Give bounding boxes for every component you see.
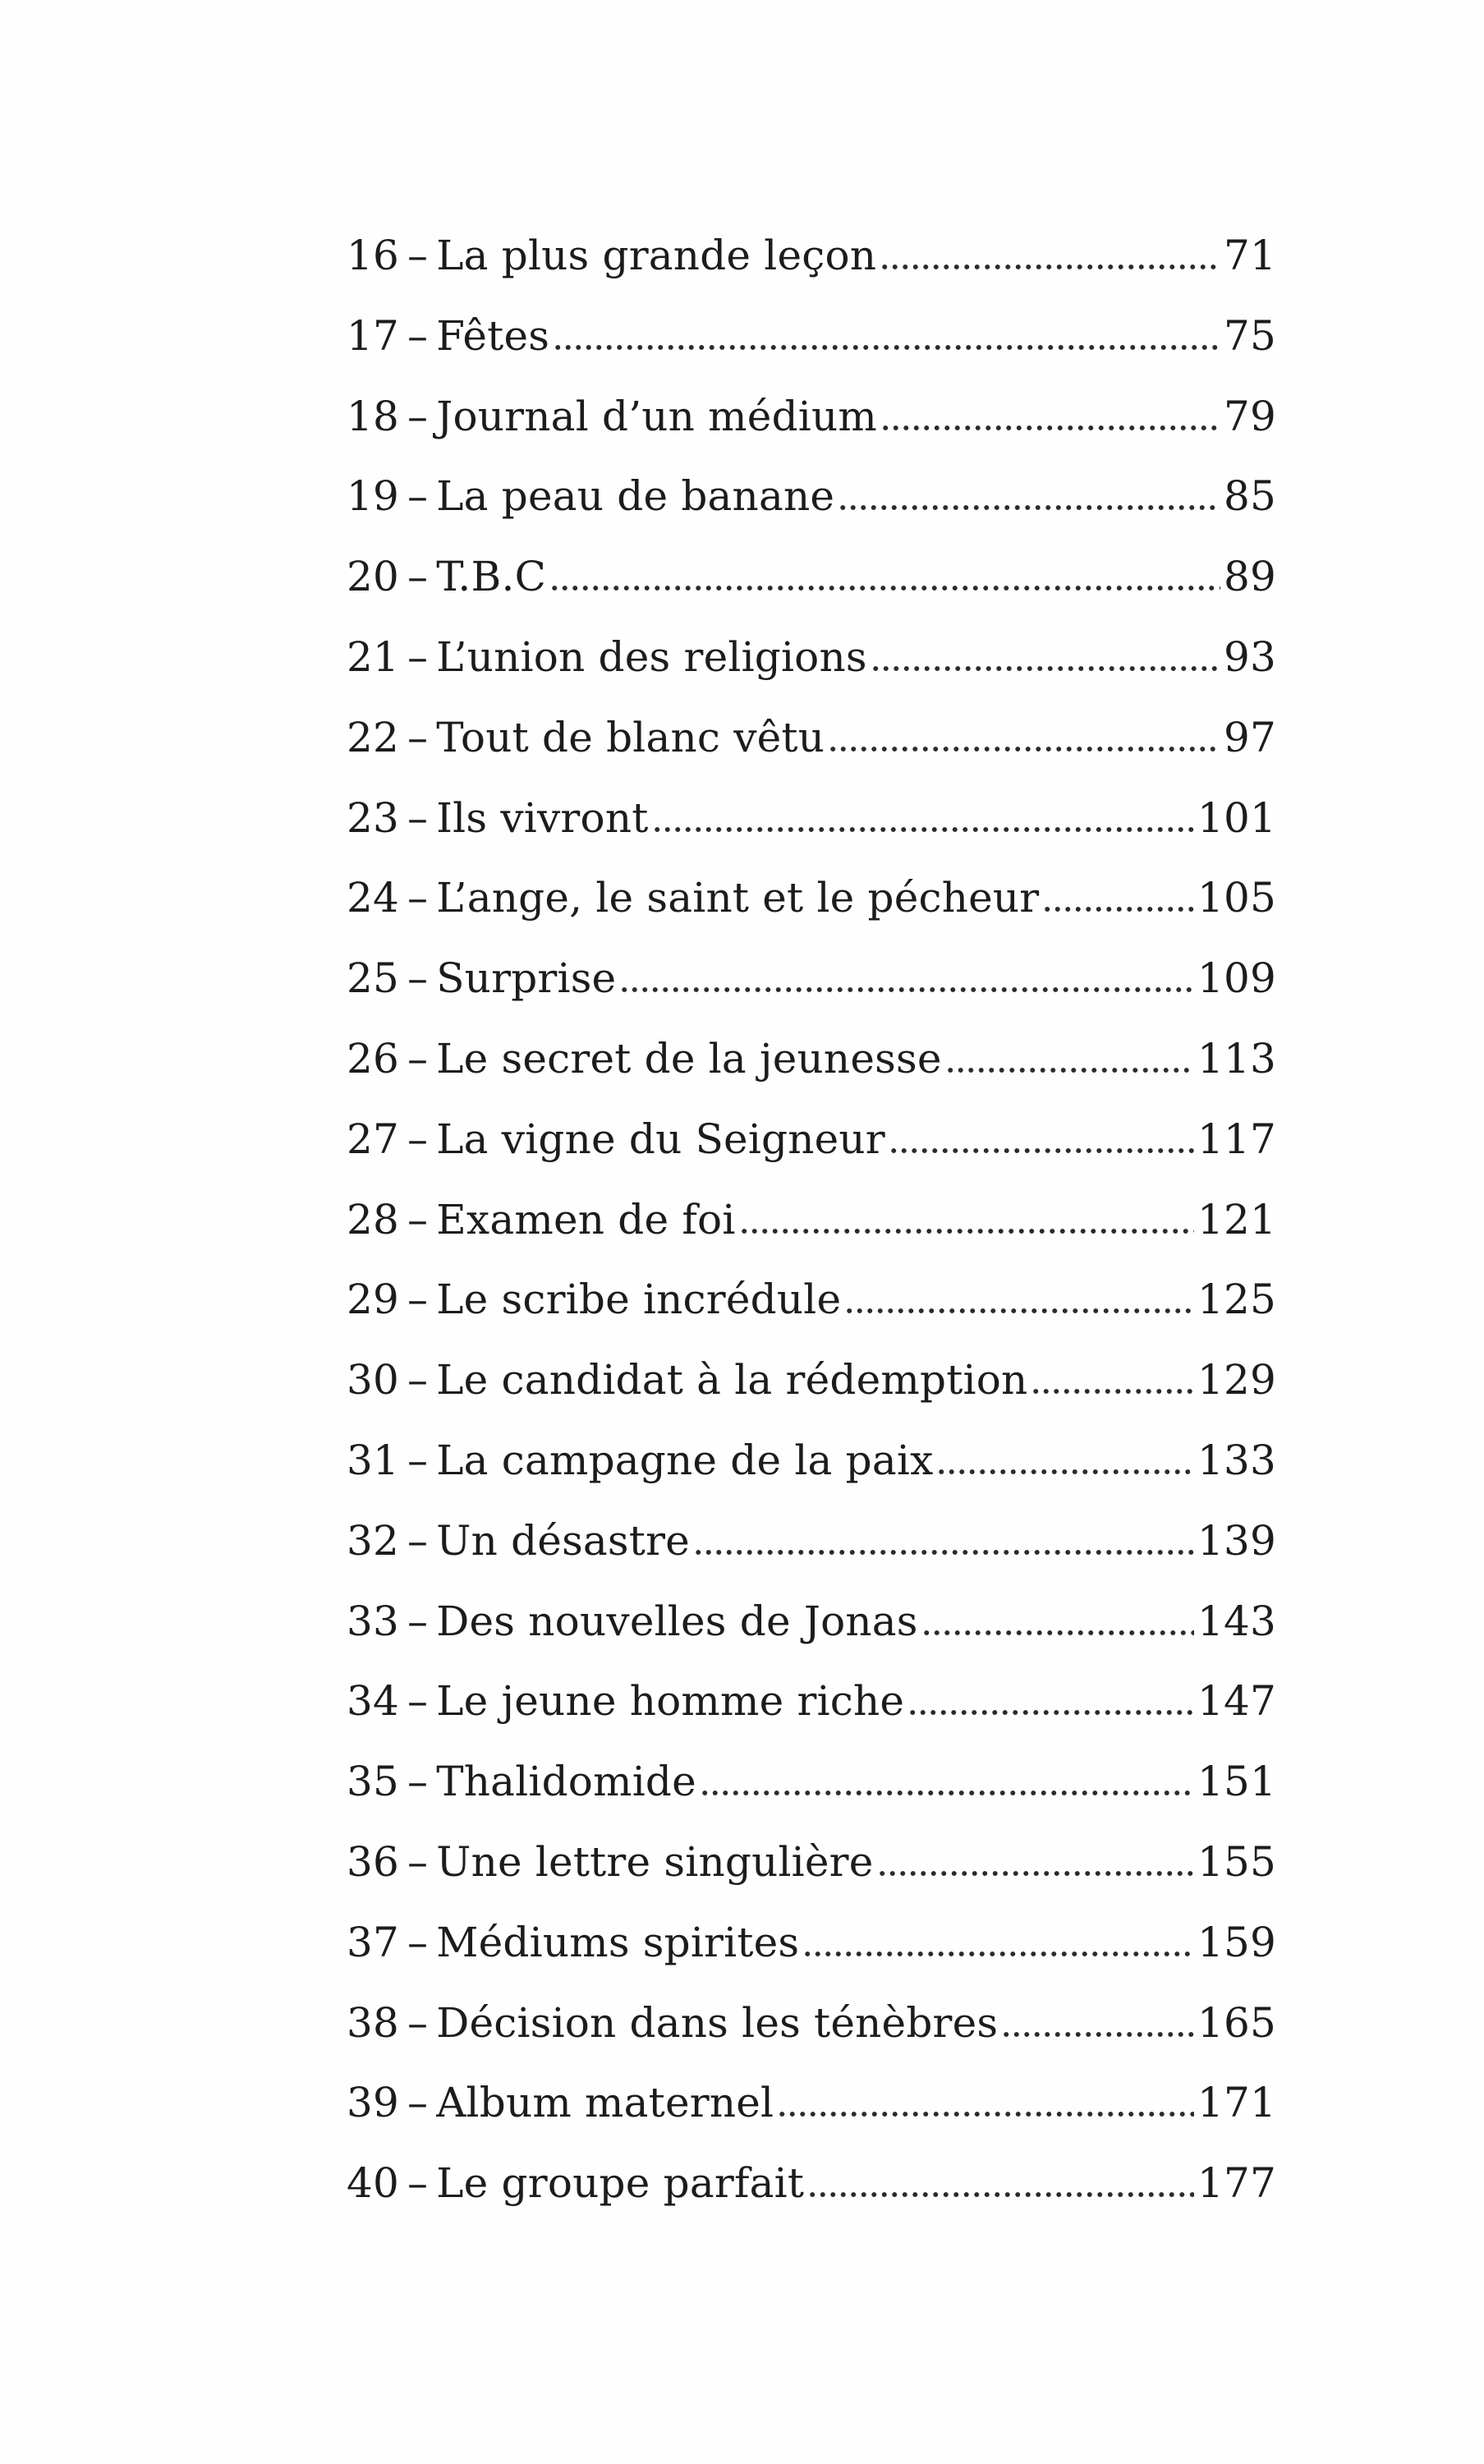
dot-leader [880, 263, 1220, 271]
dot-leader [807, 2190, 1194, 2199]
chapter-title: Le groupe parfait [436, 2159, 805, 2208]
toc-entry [347, 2159, 1276, 2240]
dot-leader [936, 1468, 1193, 1476]
page-number: 147 [1197, 1677, 1276, 1726]
chapter-separator: – [407, 1597, 429, 1645]
chapter-title: La vigne du Seigneur [436, 1115, 885, 1163]
chapter-title: Le jeune homme riche [436, 1677, 905, 1726]
chapter-number: 21 [347, 632, 400, 681]
page-number: 129 [1197, 1356, 1276, 1404]
dot-leader [693, 1548, 1194, 1556]
page-number: 143 [1197, 1597, 1276, 1645]
dot-leader [553, 343, 1220, 352]
page-number: 89 [1223, 553, 1276, 601]
chapter-title: Examen de foi [436, 1195, 736, 1243]
toc-entry [347, 954, 1276, 1035]
chapter-title: Le secret de la jeunesse [436, 1034, 942, 1083]
chapter-number: 33 [347, 1597, 400, 1645]
toc-entry [347, 794, 1276, 875]
chapter-title: Le candidat à la rédemption [436, 1356, 1028, 1404]
chapter-number: 30 [347, 1356, 400, 1404]
chapter-title: Thalidomide [436, 1758, 696, 1806]
toc-entry [347, 1919, 1276, 1999]
page-number: 85 [1223, 472, 1276, 521]
chapter-separator: – [407, 1356, 429, 1404]
chapter-number: 22 [347, 713, 400, 761]
toc-entry [347, 232, 1276, 312]
page-number: 159 [1197, 1918, 1276, 1966]
dot-leader [619, 986, 1194, 994]
page-number: 165 [1197, 1998, 1276, 2047]
chapter-title: Ils vivront [436, 793, 649, 842]
page-number: 113 [1197, 1034, 1276, 1083]
page-number: 151 [1197, 1758, 1276, 1806]
page-number: 105 [1197, 874, 1276, 922]
toc-entry [347, 1677, 1276, 1758]
chapter-number: 34 [347, 1677, 400, 1726]
chapter-separator: – [407, 874, 429, 922]
dot-leader [739, 1227, 1194, 1235]
chapter-number: 27 [347, 1115, 400, 1163]
dot-leader [652, 825, 1194, 834]
dot-leader [921, 1629, 1194, 1637]
chapter-separator: – [407, 1115, 429, 1163]
dot-leader [838, 503, 1220, 512]
chapter-separator: – [407, 954, 429, 1003]
chapter-separator: – [407, 632, 429, 681]
chapter-separator: – [407, 1918, 429, 1966]
chapter-separator: – [407, 1436, 429, 1484]
toc-entry [347, 312, 1276, 393]
chapter-separator: – [407, 553, 429, 601]
dot-leader [907, 1708, 1194, 1717]
page-number: 171 [1197, 2079, 1276, 2127]
page-number: 133 [1197, 1436, 1276, 1484]
chapter-separator: – [407, 1516, 429, 1565]
dot-leader [1001, 2030, 1194, 2039]
chapter-title: La plus grande leçon [436, 232, 877, 279]
toc-entry [347, 1115, 1276, 1196]
chapter-separator: – [407, 1195, 429, 1243]
dot-leader [700, 1789, 1194, 1797]
chapter-number: 24 [347, 874, 400, 922]
chapter-separator: – [407, 1034, 429, 1083]
chapter-title: Médiums spirites [436, 1918, 800, 1966]
chapter-title: La peau de banane [436, 472, 835, 521]
toc-entry [347, 1517, 1276, 1597]
dot-leader [889, 1147, 1194, 1155]
toc-entry [347, 472, 1276, 553]
chapter-title: Des nouvelles de Jonas [436, 1597, 918, 1645]
chapter-number: 26 [347, 1034, 400, 1083]
toc-entry [347, 1276, 1276, 1356]
chapter-number: 28 [347, 1195, 400, 1243]
dot-leader [777, 2110, 1194, 2118]
page-number: 109 [1197, 954, 1276, 1003]
dot-leader [877, 1869, 1194, 1878]
chapter-title: T.B.C [436, 553, 547, 601]
chapter-number: 39 [347, 2079, 400, 2127]
chapter-title: Tout de blanc vêtu [436, 713, 825, 761]
chapter-separator: – [407, 1837, 429, 1886]
chapter-title: Surprise [436, 954, 617, 1003]
page-number: 75 [1223, 311, 1276, 360]
toc-entry [347, 1597, 1276, 1678]
chapter-title: Album maternel [436, 2079, 774, 2127]
chapter-number: 19 [347, 472, 400, 521]
chapter-title: La campagne de la paix [436, 1436, 934, 1484]
chapter-number: 29 [347, 1276, 400, 1324]
chapter-title: Décision dans les ténèbres [436, 1998, 999, 2047]
page-number: 79 [1223, 392, 1276, 440]
dot-leader [880, 424, 1220, 432]
toc-entry [347, 1838, 1276, 1919]
chapter-separator: – [407, 1758, 429, 1806]
chapter-separator: – [407, 2079, 429, 2127]
toc-entry [347, 874, 1276, 954]
dot-leader [1042, 905, 1194, 913]
page-number: 71 [1223, 232, 1276, 279]
chapter-title: Un désastre [436, 1516, 690, 1565]
chapter-separator: – [407, 713, 429, 761]
toc-entry [347, 714, 1276, 794]
page-number: 125 [1197, 1276, 1276, 1324]
page-number: 177 [1197, 2159, 1276, 2208]
chapter-separator: – [407, 2159, 429, 2208]
toc-entry [347, 1758, 1276, 1838]
chapter-number: 20 [347, 553, 400, 601]
chapter-number: 35 [347, 1758, 400, 1806]
chapter-separator: – [407, 472, 429, 521]
dot-leader [802, 1950, 1194, 1958]
chapter-title: Le scribe incrédule [436, 1276, 842, 1324]
page-number: 117 [1197, 1115, 1276, 1163]
chapter-title: Une lettre singulière [436, 1837, 874, 1886]
table-of-contents [347, 232, 1276, 2240]
toc-entry [347, 1356, 1276, 1437]
page-number: 139 [1197, 1516, 1276, 1565]
chapter-number: 25 [347, 954, 400, 1003]
page-number: 155 [1197, 1837, 1276, 1886]
dot-leader [1031, 1387, 1194, 1395]
dot-leader [549, 584, 1220, 592]
chapter-separator: – [407, 232, 429, 279]
page-number: 93 [1223, 632, 1276, 681]
toc-entry [347, 393, 1276, 473]
chapter-number: 23 [347, 793, 400, 842]
toc-entry [347, 633, 1276, 714]
chapter-number: 17 [347, 311, 400, 360]
toc-entry [347, 1437, 1276, 1517]
chapter-number: 38 [347, 1998, 400, 2047]
chapter-title: L’union des religions [436, 632, 867, 681]
page-number: 97 [1223, 713, 1276, 761]
chapter-number: 36 [347, 1837, 400, 1886]
dot-leader [828, 745, 1220, 753]
chapter-separator: – [407, 1677, 429, 1726]
chapter-number: 16 [347, 232, 400, 279]
chapter-number: 40 [347, 2159, 400, 2208]
chapter-number: 32 [347, 1516, 400, 1565]
chapter-number: 37 [347, 1918, 400, 1966]
page-number: 101 [1197, 793, 1276, 842]
toc-entry [347, 2079, 1276, 2159]
dot-leader [844, 1307, 1194, 1315]
toc-entry [347, 1196, 1276, 1276]
toc-entry [347, 1999, 1276, 2080]
dot-leader [871, 664, 1220, 673]
toc-entry [347, 553, 1276, 633]
page-number: 121 [1197, 1195, 1276, 1243]
chapter-number: 18 [347, 392, 400, 440]
chapter-separator: – [407, 793, 429, 842]
chapter-title: Journal d’un médium [436, 392, 877, 440]
chapter-title: L’ange, le saint et le pécheur [436, 874, 1040, 922]
chapter-title: Fêtes [436, 311, 550, 360]
dot-leader [945, 1066, 1194, 1074]
chapter-separator: – [407, 1276, 429, 1324]
chapter-separator: – [407, 392, 429, 440]
chapter-number: 31 [347, 1436, 400, 1484]
toc-entry [347, 1035, 1276, 1115]
chapter-separator: – [407, 1998, 429, 2047]
chapter-separator: – [407, 311, 429, 360]
